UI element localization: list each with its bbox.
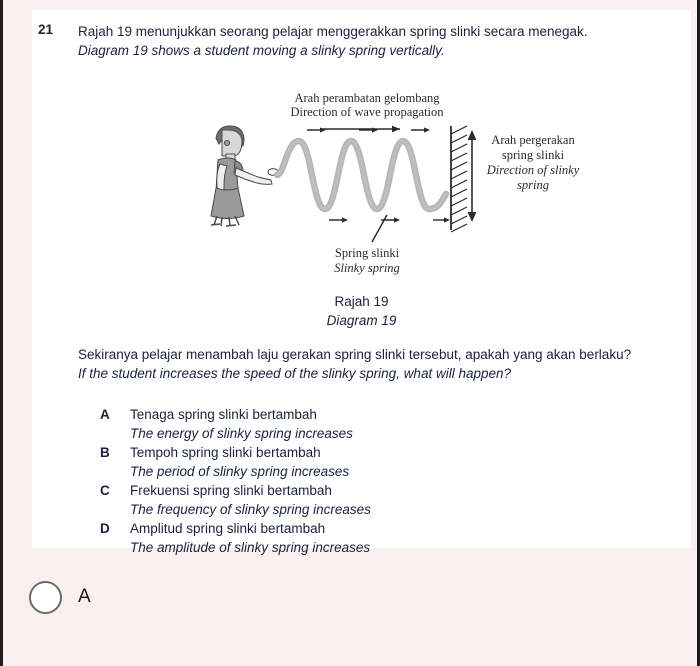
wave-direction-label-en: Direction of wave propagation [290,105,444,119]
slinky-direction-label-en-1: Direction of slinky [486,163,580,177]
option-a[interactable] [100,405,680,443]
option-c-ms: Frekuensi spring slinki bertambah [130,483,332,498]
option-a-en: The energy of slinky spring increases [130,426,353,441]
student-figure [211,126,278,226]
slinky-spring-wave [277,141,446,209]
option-a-ms: Tenaga spring slinki bertambah [130,407,317,422]
option-c-en: The frequency of slinky spring increases [130,502,371,517]
option-d-en: The amplitude of slinky spring increases [130,540,371,555]
slinky-direction-label-ms-1: Arah pergerakan [491,133,575,147]
question-card [32,10,691,555]
option-c-letter: C [100,483,110,498]
option-b-en: The period of slinky spring increases [130,464,350,479]
diagram-caption-ms: Rajah 19 [334,294,389,309]
spring-label-leader-line [372,215,387,242]
spring-label-ms: Spring slinki [334,246,400,260]
diagram-caption-en: Diagram 19 [326,313,397,328]
question-prompt [78,345,690,383]
option-b-ms: Tempoh spring slinki bertambah [130,445,321,460]
question-stem-ms: Rajah 19 menunjukkan seorang pelajar menggerakkan spring slinki secara menegak. [78,24,588,39]
option-b[interactable] [100,443,680,481]
question-number: 21 [38,22,54,37]
question-stem [78,22,683,60]
option-a-letter: A [100,407,110,422]
wave-direction-label-ms: Arah perambatan gelombang [294,91,440,105]
wave-propagation-arrow [320,126,400,133]
answer-choice-row[interactable] [0,578,700,628]
answer-radio-a[interactable] [29,581,62,614]
option-b-letter: B [100,445,110,460]
slinky-motion-double-arrow [468,130,477,222]
slinky-direction-label-ms-2: spring slinki [501,148,565,162]
diagram-caption [32,292,691,330]
options-list [100,405,680,557]
question-prompt-en: If the student increases the speed of the slinky spring, what will happen? [78,366,512,381]
trough-arrows [329,217,450,222]
option-d-ms: Amplitud spring slinki bertambah [130,521,326,536]
option-c[interactable] [100,481,680,519]
question-stem-en: Diagram 19 shows a student moving a slinky spring vertically. [78,43,445,58]
option-d-letter: D [100,521,110,536]
option-d[interactable] [100,519,680,557]
question-prompt-ms: Sekiranya pelajar menambah laju gerakan spring slinki tersebut, apakah yang akan berlaku? [78,347,632,362]
answer-radio-a-label: A [78,586,91,607]
spring-label-en: Slinky spring [334,261,400,275]
window-left-edge [0,0,3,666]
diagram-figure [32,82,691,282]
wall-hatched [451,126,467,232]
crest-arrows [307,127,430,132]
slinky-direction-label-en-2: spring [517,178,549,192]
